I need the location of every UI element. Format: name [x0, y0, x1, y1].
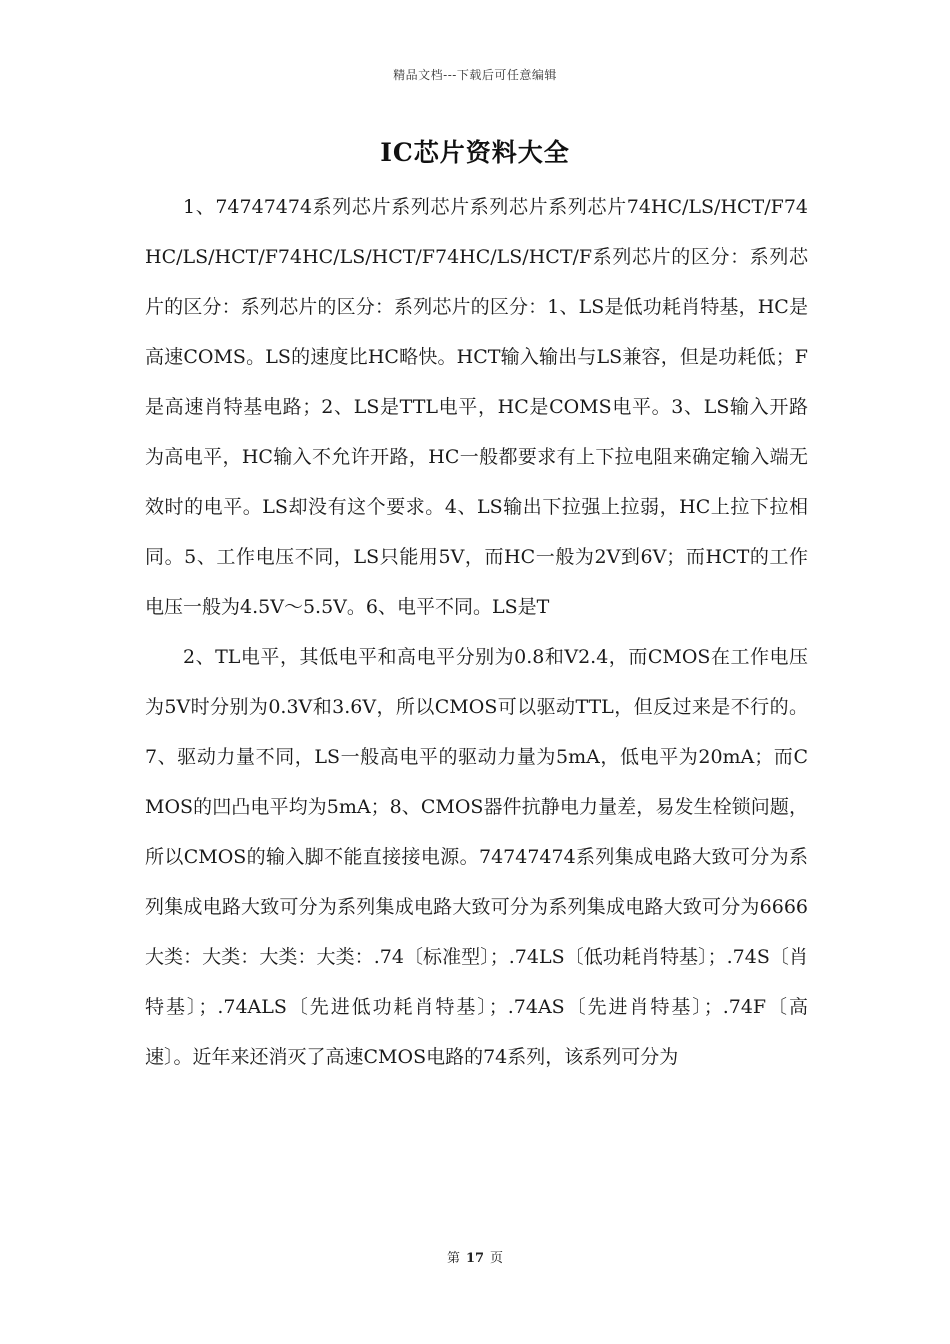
paragraph-1: 1、74747474系列芯片系列芯片系列芯片系列芯片74HC/LS/HCT/F74HC/LS/HCT/F74HC/LS/HCT/F74HC/LS/HCT/F系列芯片的区分：系列芯片的区分：系列芯片的区分：系列芯片的区分：1、LS是低功耗肖特基，HC是高速COMS。LS的速度比HC略快。HCT输入输出与LS兼容，但是功耗低；F是高速肖特基电路；2、LS是TTL电平，HC是COMS电平。3、LS输入开路为高电平，HC输入不允许开路，HC一般都要求有上下拉电阻来确定输入端无效时的电平。LS却没有这个要求。4、LS输出下拉强上拉弱，HC上拉下拉相同。5、工作电压不同，LS只能用5V，而HC一般为2V到6V；而HCT的工作电压一般为4.5V～5.5V。6、电平不同。LS是T — [145, 196, 808, 618]
page-number-prefix: 第 — [446, 1251, 460, 1266]
page-number-suffix: 页 — [490, 1251, 504, 1266]
page-number: 17 — [465, 1251, 485, 1266]
page-footer — [0, 1247, 950, 1266]
document-body — [145, 182, 808, 1082]
page-header: 精品文档---下载后可任意编辑 — [393, 68, 557, 82]
paragraph-2: 2、TL电平，其低电平和高电平分别为0.8和V2.4，而CMOS在工作电压为5V时分别为0.3V和3.6V，所以CMOS可以驱动TTL，但反过来是不行的。7、驱动力量不同，LS一般高电平的驱动力量为5mA，低电平为20mA；而CMOS的凹凸电平均为5mA；8、CMOS器件抗静电力量差，易发生栓锁问题，所以CMOS的输入脚不能直接接电源。74747474系列集成电路大致可分为系列集成电路大致可分为系列集成电路大致可分为系列集成电路大致可分为6666大类：大类：大类：大类：.74〔标准型〕；.74LS〔低功耗肖特基〕；.74S〔肖特基〕；.74ALS〔先进低功耗肖特基〕；.74AS〔先进肖特基〕；.74F〔高速〕。近年来还消灭了高速CMOS电路的74系列，该系列可分为 — [145, 646, 808, 1068]
document-title: IC芯片资料大全 — [380, 138, 570, 167]
